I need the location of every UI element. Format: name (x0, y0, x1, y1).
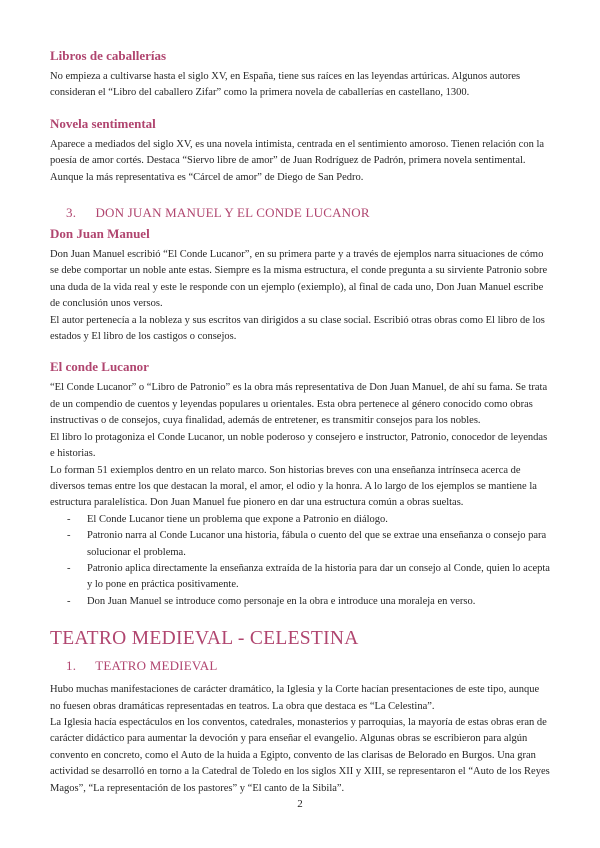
dash-bullet: - (67, 595, 71, 607)
dash-bullet: - (67, 562, 71, 574)
list-item (50, 528, 550, 561)
dash-bullet: - (67, 513, 71, 525)
section-heading-3 (50, 205, 550, 221)
list-item (50, 594, 550, 610)
list-item-text: Patronio narra al Conde Lucanor una historia, fábula o cuento del que se extrae una enseñanza o consejo para solucionar el problema. (87, 530, 547, 558)
list-item-text: El Conde Lucanor tiene un problema que expone a Patronio en diálogo. (87, 513, 388, 525)
paragraph: Lo forman 51 exiemplos dentro en un relato marco. Son historias breves con una enseñanza intrínseca acerca de diversos temas entre los que destacan la moral, el amor, el odio y la honra. A lo largo de los ejemplos se mantiene la estructura paralelística. Don Juan Manuel fue pionero en dar una estructura común a obras sueltas. (50, 464, 537, 509)
paragraph: No empieza a cultivarse hasta el siglo XV, en España, tiene sus raíces en las leyendas artúricas. Algunos autores consideran el “Libro del caballero Zifar” como la primera novela de caballerías en castellano, 1300. (50, 71, 521, 99)
list-item (50, 512, 550, 528)
paragraph: El autor pertenecía a la nobleza y sus escritos van dirigidos a su clase social. Escribió otras obras como El libro de los estados y El libro de los castigos o consejos. (50, 314, 545, 343)
page-content (50, 48, 550, 797)
structure-list (50, 512, 550, 610)
list-item-text: Patronio aplica directamente la enseñanza extraída de la historia para dar un consejo al Conde, quien lo acepta y lo pone en práctica positivamente. (87, 562, 550, 591)
section-number: 3. (66, 205, 77, 221)
paragraph: Don Juan Manuel escribió “El Conde Lucanor”, en su primera parte y a través de ejemplos narra situaciones de cómo se debe comportar un noble ante estas. Siempre es la misma estructura, el conde pregunta a su sirviente Patronio sobre una duda de la vida real y este le responde con un ejemplo (exiemplo), al final de cada uno, Don Juan Manuel escribe de conclusión unos versos. (50, 249, 548, 310)
section-title: TEATRO MEDIEVAL (95, 658, 218, 674)
page-number: 2 (297, 798, 303, 810)
paragraph: “El Conde Lucanor” o “Libro de Patronio” es la obra más representativa de Don Juan Manuel, de ahí su fama. Se trata de un compendio de cuentos y leyendas populares u orientales. Esta obra pertenece al género conocido como obras instructivas o de consejos, cuya finalidad, además de entretener, es transmitir consejos para los nobles. (50, 382, 548, 427)
paragraph: El libro lo protagoniza el Conde Lucanor, un noble poderoso y consejero e instructor, Patronio, conocedor de leyendas e historias. (50, 431, 548, 460)
dash-bullet: - (67, 530, 71, 542)
list-item (50, 561, 550, 594)
list-item-text: Don Juan Manuel se introduce como personaje en la obra e introduce una moraleja en verso. (87, 595, 476, 607)
heading-novela-sentimental: Novela sentimental (50, 115, 156, 131)
paragraph: Hubo muchas manifestaciones de carácter dramático, la Iglesia y la Corte hacían presentaciones de este tipo, aunque no fuesen obras dramáticas representadas en teatros. La obra que destaca es “La Celestina”. (50, 684, 540, 712)
chapter-heading-teatro: TEATRO MEDIEVAL - CELESTINA (50, 628, 359, 650)
section-title: DON JUAN MANUEL Y EL CONDE LUCANOR (95, 205, 370, 221)
heading-conde-lucanor: El conde Lucanor (50, 359, 149, 375)
paragraph: La Iglesia hacía espectáculos en los conventos, catedrales, monasterios y parroquias, la mayoría de estas obras eran de carácter didáctico para aumentar la devoción y para enseñar el evangelio. Algunas obras se escribieron para algún convento en concreto, como el Auto de la huida a Egipto, convento de las clarisas de Belorado en Burgos. Una gran actividad se desarrolló en torno a la Catedral de Toledo en los siglos XII y XIII, se representaron el “Auto de los Reyes Magos”, “La representación de los pastores” y “El canto de la Sibila”. (50, 716, 550, 794)
section-number: 1. (66, 658, 77, 674)
heading-don-juan-manuel: Don Juan Manuel (50, 226, 150, 242)
heading-libros-caballerias: Libros de caballerías (50, 48, 167, 63)
paragraph: Aparece a mediados del siglo XV, es una novela intimista, centrada en el sentimiento amoroso. Tienen relación con la poesía de amor cortés. Destaca “Siervo libre de amor” de Juan Rodríguez de Padrón, primera novela sentimental. Aunque la más representativa es “Cárcel de amor” de Diego de San Pedro. (50, 138, 545, 183)
section-heading-1 (50, 658, 550, 674)
